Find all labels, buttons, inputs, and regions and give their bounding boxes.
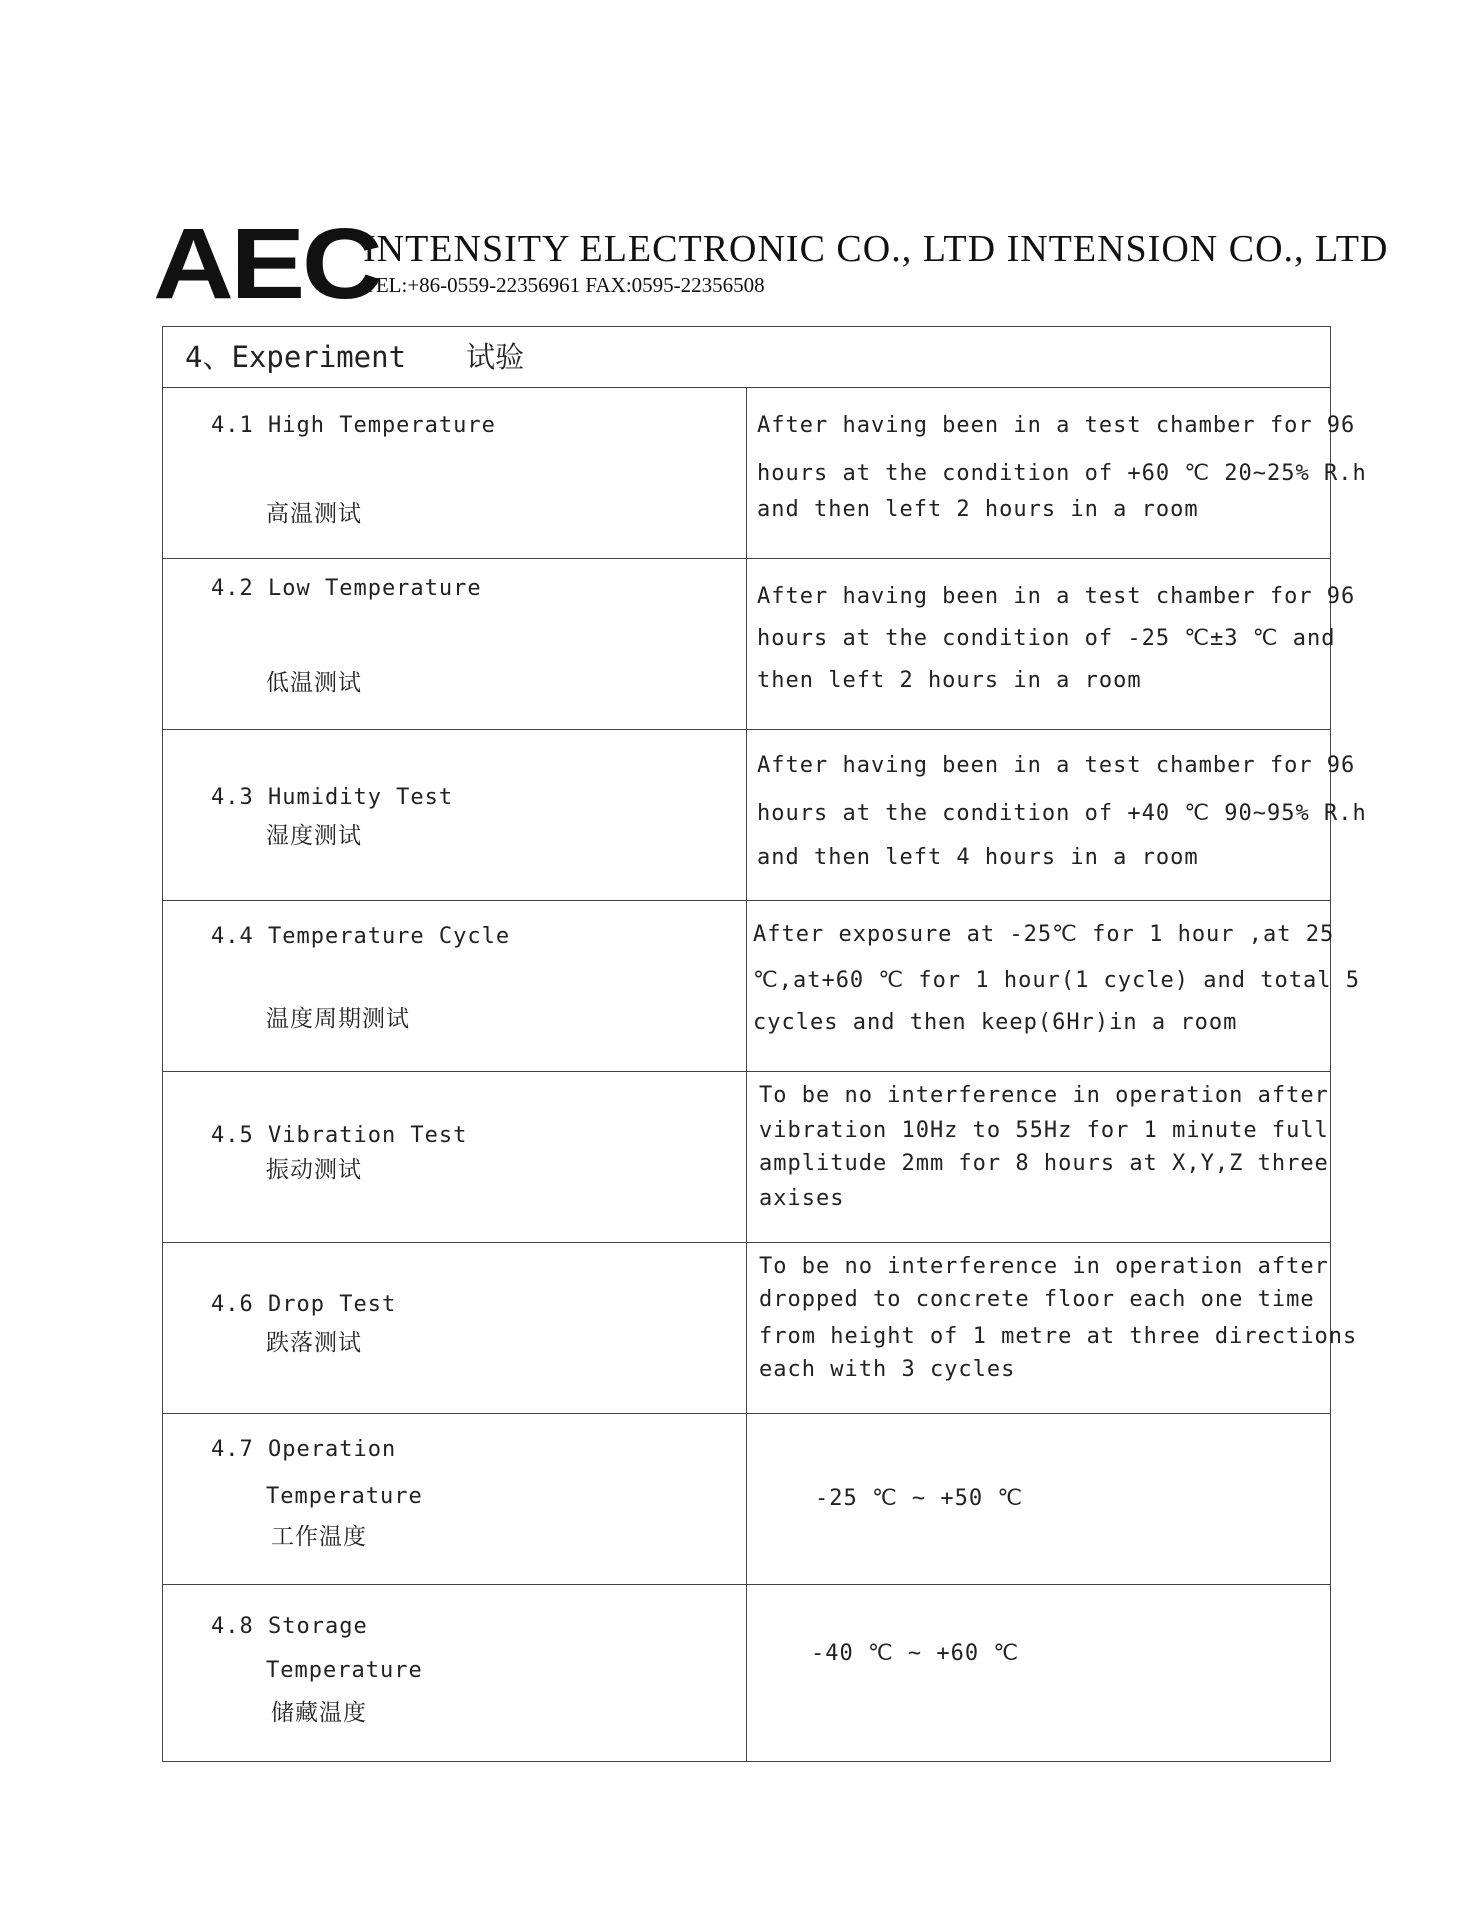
test-name-zh: 储藏温度 <box>271 1700 367 1726</box>
test-name-zh: 温度周期测试 <box>266 1006 410 1032</box>
test-name-cell <box>163 1585 747 1762</box>
description-line: To be no interference in operation after <box>759 1083 1329 1108</box>
table-row <box>163 1072 1331 1243</box>
test-name-cell <box>163 1072 747 1243</box>
test-name: 4.8 Storage <box>211 1614 368 1639</box>
description-line: and then left 4 hours in a room <box>757 845 1199 870</box>
table-row <box>163 1243 1331 1414</box>
description-line: amplitude 2mm for 8 hours at X,Y,Z three <box>759 1151 1329 1176</box>
experiment-table <box>162 326 1367 1762</box>
test-name-zh: 工作温度 <box>271 1524 367 1550</box>
test-name-cell <box>163 901 747 1072</box>
description-line: hours at the condition of +60 ℃ 20~25% R.h <box>757 461 1367 486</box>
description-line: each with 3 cycles <box>759 1357 1016 1382</box>
test-name: 4.1 High Temperature <box>211 413 496 438</box>
description-line: and then left 2 hours in a room <box>757 497 1199 522</box>
description-line: After having been in a test chamber for 96 <box>757 753 1356 778</box>
test-description-cell <box>747 559 1356 730</box>
table-row <box>163 1414 1331 1585</box>
description-line: After having been in a test chamber for 96 <box>757 413 1356 438</box>
test-description-cell <box>747 1072 1331 1243</box>
test-name-cell <box>163 559 747 730</box>
test-name-zh: 低温测试 <box>266 670 362 696</box>
description-line: then left 2 hours in a room <box>757 668 1142 693</box>
test-name: 4.5 Vibration Test <box>211 1123 468 1148</box>
test-range-cell <box>747 1414 1331 1585</box>
table-row <box>163 1585 1331 1762</box>
test-name: 4.2 Low Temperature <box>211 576 482 601</box>
test-description-cell <box>747 1243 1358 1414</box>
test-name-zh: 湿度测试 <box>266 823 362 849</box>
test-name-cell <box>163 1243 747 1414</box>
description-line: To be no interference in operation after <box>759 1254 1329 1279</box>
description-line: hours at the condition of -25 ℃±3 ℃ and <box>757 626 1336 651</box>
section-title-cell <box>163 327 1331 388</box>
table-title-row <box>163 327 1331 388</box>
table-row <box>163 559 1331 730</box>
description-line: cycles and then keep(6Hr)in a room <box>753 1010 1238 1035</box>
description-line: from height of 1 metre at three directions <box>759 1324 1358 1349</box>
test-name-continued: Temperature <box>266 1484 423 1509</box>
table-row <box>163 730 1331 901</box>
test-description-cell <box>747 901 1360 1072</box>
test-name: 4.6 Drop Test <box>211 1292 397 1317</box>
aec-logo: AEC <box>153 208 380 320</box>
test-name-cell <box>163 388 747 559</box>
test-description-cell <box>747 730 1367 901</box>
test-name: 4.3 Humidity Test <box>211 785 454 810</box>
test-name-cell <box>163 1414 747 1585</box>
temperature-range: -40 ℃ ~ +60 ℃ <box>811 1641 1020 1666</box>
test-name: 4.7 Operation <box>211 1437 397 1462</box>
description-line: ℃,at+60 ℃ for 1 hour(1 cycle) and total 5 <box>753 968 1360 993</box>
test-name-zh: 跌落测试 <box>266 1330 362 1356</box>
test-description-cell <box>747 388 1367 559</box>
test-name-zh: 振动测试 <box>266 1157 362 1183</box>
test-name-zh: 高温测试 <box>266 501 362 527</box>
temperature-range: -25 ℃ ~ +50 ℃ <box>815 1486 1024 1511</box>
description-line: After exposure at -25℃ for 1 hour ,at 25 <box>753 922 1335 947</box>
table-row <box>163 901 1331 1072</box>
test-name: 4.4 Temperature Cycle <box>211 924 511 949</box>
section-title: 4、Experiment <box>185 340 407 374</box>
test-name-cell <box>163 730 747 901</box>
document-header <box>153 208 1389 320</box>
description-line: axises <box>759 1186 845 1211</box>
company-name: INTENSITY ELECTRONIC CO., LTD INTENSION CO., LTD <box>363 228 1389 270</box>
description-line: vibration 10Hz to 55Hz for 1 minute full <box>759 1118 1329 1143</box>
table-row <box>163 388 1331 559</box>
description-line: After having been in a test chamber for 96 <box>757 584 1356 609</box>
test-name-continued: Temperature <box>266 1658 423 1683</box>
contact-info: TEL:+86-0559-22356961 FAX:0595-22356508 <box>363 273 765 297</box>
description-line: dropped to concrete floor each one time <box>759 1287 1315 1312</box>
description-line: hours at the condition of +40 ℃ 90~95% R.h <box>757 801 1367 826</box>
section-title-zh: 试验 <box>466 340 525 374</box>
test-range-cell <box>747 1585 1331 1762</box>
